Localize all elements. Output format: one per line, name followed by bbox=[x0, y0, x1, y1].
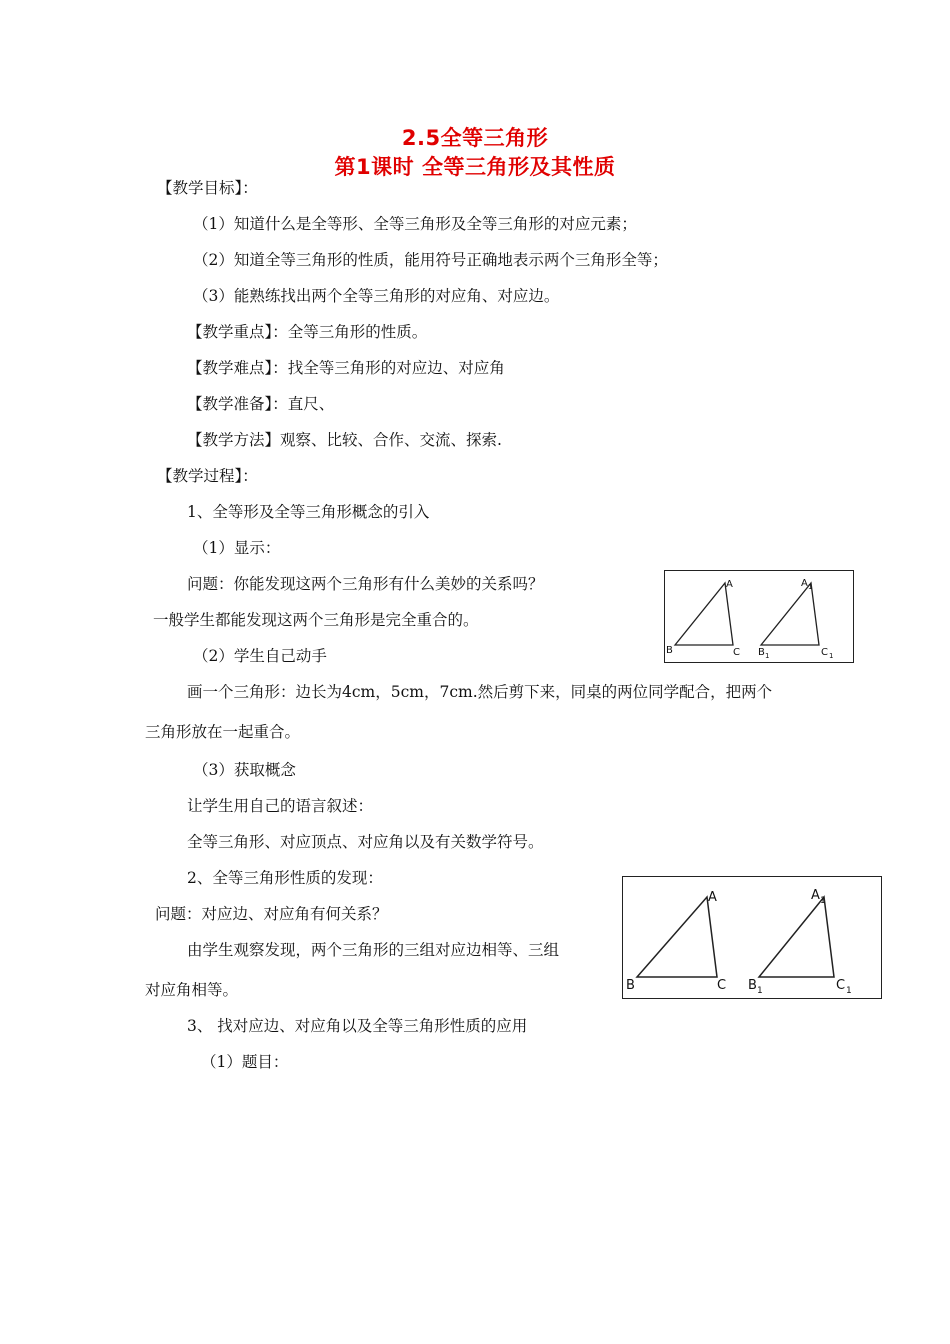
label-a1-large: A bbox=[811, 888, 820, 903]
observation-cont: 对应角相等。 bbox=[145, 981, 239, 999]
label-b1-sub: 1 bbox=[765, 652, 770, 660]
label-a: A bbox=[726, 579, 733, 590]
objectives-heading: 【教学目标】： bbox=[157, 179, 258, 197]
lesson-subtitle: 第1课时 全等三角形及其性质 bbox=[334, 155, 616, 179]
objective-3: （3）能熟练找出两个全等三角形的对应角、对应边。 bbox=[193, 287, 560, 305]
objective-1: （1）知道什么是全等形、全等三角形及全等三角形的对应元素； bbox=[193, 215, 637, 233]
label-b1-sub-large: 1 bbox=[757, 986, 763, 996]
label-c: C bbox=[733, 647, 740, 658]
triangles-diagram-small bbox=[665, 571, 853, 662]
triangles-figure-large bbox=[622, 876, 882, 999]
label-a1-sub-large: 1 bbox=[820, 896, 826, 906]
label-c1-large: C bbox=[836, 978, 846, 993]
concept-instruction: 让学生用自己的语言叙述： bbox=[187, 797, 374, 815]
triangles-diagram-large bbox=[623, 877, 881, 998]
concept-terms: 全等三角形、对应顶点、对应角以及有关数学符号。 bbox=[187, 833, 544, 851]
teaching-method: 【教学方法】观察、比较、合作、交流、探索. bbox=[187, 431, 502, 449]
label-a-large: A bbox=[708, 890, 717, 905]
section-2-heading: 2、全等三角形性质的发现： bbox=[187, 869, 383, 887]
document-title: 2.5全等三角形 bbox=[401, 126, 549, 150]
triangle-a1b1c1-large bbox=[759, 897, 834, 977]
triangle-abc-large bbox=[637, 897, 717, 977]
label-b1: B bbox=[758, 647, 765, 658]
label-b1-large: B bbox=[748, 978, 757, 993]
question-2: 问题：对应边、对应角有何关系？ bbox=[155, 905, 388, 923]
step-hands-on: （2）学生自己动手 bbox=[193, 647, 327, 665]
label-a1-sub: 1 bbox=[808, 583, 813, 591]
process-heading: 【教学过程】： bbox=[157, 467, 258, 485]
triangle-abc bbox=[675, 583, 733, 645]
hands-on-text: 画一个三角形：边长为4cm，5cm，7cm.然后剪下来，同桌的两位同学配合，把两个 bbox=[187, 683, 773, 701]
label-c-large: C bbox=[717, 978, 727, 993]
section-1-heading: 1、全等形及全等三角形概念的引入 bbox=[187, 503, 430, 521]
key-point: 【教学重点】：全等三角形的性质。 bbox=[187, 323, 428, 341]
objective-2: （2）知道全等三角形的性质，能用符号正确地表示两个三角形全等； bbox=[193, 251, 668, 269]
label-c1-sub-large: 1 bbox=[846, 986, 852, 996]
answer-1: 一般学生都能发现这两个三角形是完全重合的。 bbox=[153, 611, 479, 629]
label-c1-sub: 1 bbox=[829, 652, 834, 660]
triangle-a1b1c1 bbox=[761, 583, 819, 645]
step-display: （1）显示： bbox=[193, 539, 281, 557]
label-a1: A bbox=[801, 578, 808, 589]
label-c1: C bbox=[821, 647, 828, 658]
triangles-figure-small bbox=[664, 570, 854, 663]
label-b-large: B bbox=[626, 978, 635, 993]
observation: 由学生观察发现，两个三角形的三组对应边相等、三组 bbox=[187, 941, 560, 959]
preparation: 【教学准备】：直尺、 bbox=[187, 395, 335, 413]
exercise-heading: （1）题目： bbox=[201, 1053, 289, 1071]
hands-on-text-cont: 三角形放在一起重合。 bbox=[145, 723, 301, 741]
difficult-point: 【教学难点】：找全等三角形的对应边、对应角 bbox=[187, 359, 505, 377]
step-concept: （3）获取概念 bbox=[193, 761, 296, 779]
section-3-heading: 3、 找对应边、对应角以及全等三角形性质的应用 bbox=[187, 1017, 528, 1035]
label-b: B bbox=[666, 645, 673, 656]
question-1: 问题：你能发现这两个三角形有什么美妙的关系吗？ bbox=[187, 575, 544, 593]
